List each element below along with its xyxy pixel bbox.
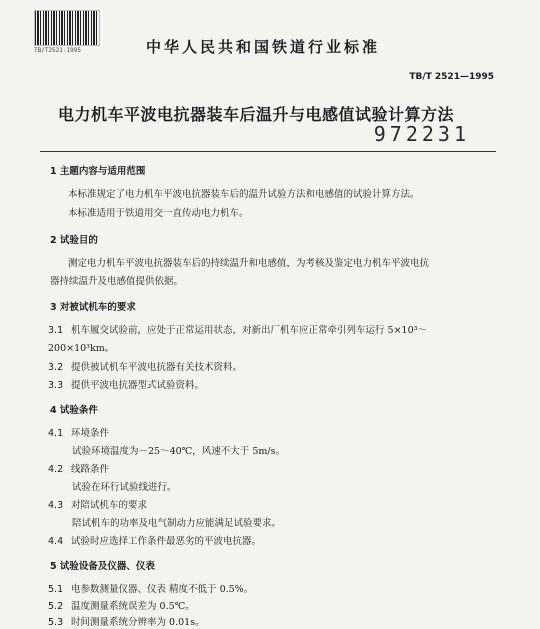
- doc-title: 电力机车平波电抗器装车后温升与电感值试验计算方法: [58, 105, 455, 124]
- item-body: 试验环境温度为－25～40℃，风速不大于 5m/s。: [72, 446, 285, 457]
- item-number: 4.3: [48, 500, 64, 511]
- barcode-bars: [34, 10, 100, 46]
- paragraph-line: 测定电力机车平波电抗器装车后的持续温升和电感值，为考核及鉴定电力机车平波电抗: [68, 258, 430, 269]
- item-text: 试验时应选择工作条件最恶劣的平波电抗器。: [71, 536, 262, 547]
- title-rule: [40, 151, 496, 152]
- header-title: 中华人民共和国铁道行业标准: [146, 38, 381, 56]
- item-text: 电参数测量仪器、仪表 精度不低于 0.5%。: [71, 584, 254, 595]
- list-item: [48, 428, 109, 440]
- paragraph-line: 器持续温升及电感值提供依据。: [50, 276, 184, 287]
- list-item: [48, 601, 195, 613]
- list-item: [48, 362, 242, 374]
- item-body: 陪试机车的功率及电气制动力应能满足试验要求。: [72, 518, 282, 529]
- paragraph-line: 本标准适用于铁道用交一直传动电力机车。: [68, 208, 249, 219]
- item-text: 环境条件: [71, 428, 110, 439]
- list-item: [48, 325, 427, 337]
- paragraph-line: 本标准规定了电力机车平波电抗器装车后的温升试验方法和电感值的试验计算方法。: [68, 189, 420, 200]
- item-number: 5.3: [48, 617, 64, 628]
- item-text: 提供平波电抗器型式试验资料。: [71, 380, 205, 391]
- item-body: 试验在环行试验线进行。: [72, 482, 177, 493]
- section-heading: 2 试验目的: [50, 235, 98, 246]
- section-heading: 3 对被试机车的要求: [50, 302, 136, 313]
- item-text: 200×10³km。: [48, 343, 115, 354]
- barcode: [34, 10, 100, 56]
- list-item: [48, 500, 147, 512]
- list-item: [48, 584, 253, 596]
- item-text: 对陪试机车的要求: [71, 500, 148, 511]
- item-text: 温度测量系统误差为 0.5℃。: [71, 601, 195, 612]
- list-item: [48, 464, 109, 476]
- list-item: [48, 380, 204, 392]
- item-number: 5.2: [48, 601, 64, 612]
- section-heading: 5 试验设备及仪器、仪表: [50, 561, 155, 572]
- section-heading: 4 试验条件: [50, 405, 98, 416]
- section-heading: 1 主题内容与适用范围: [50, 166, 146, 177]
- standard-number: TB/T 2521—1995: [409, 72, 494, 82]
- item-number: 4.2: [48, 464, 64, 475]
- list-item: [48, 536, 261, 548]
- list-item: [48, 343, 114, 355]
- item-text: 机车履交试验前，应处于正常运用状态，对新出厂机车应正常牵引列车运行 5×10³～: [71, 325, 427, 336]
- item-number: 4.4: [48, 536, 64, 547]
- item-text: 提供被试机车平波电抗器有关技术资料。: [71, 362, 243, 373]
- item-number: 3.2: [48, 362, 64, 373]
- handwritten-number: 972231: [373, 122, 470, 146]
- item-number: 3.3: [48, 380, 64, 391]
- item-text: 时间测量系统分辨率为 0.01s。: [71, 617, 205, 628]
- item-number: 3.1: [48, 325, 64, 336]
- item-number: 4.1: [48, 428, 64, 439]
- item-text: 线路条件: [71, 464, 110, 475]
- item-number: 5.1: [48, 584, 64, 595]
- barcode-label: TB/T2521-1995: [34, 47, 81, 54]
